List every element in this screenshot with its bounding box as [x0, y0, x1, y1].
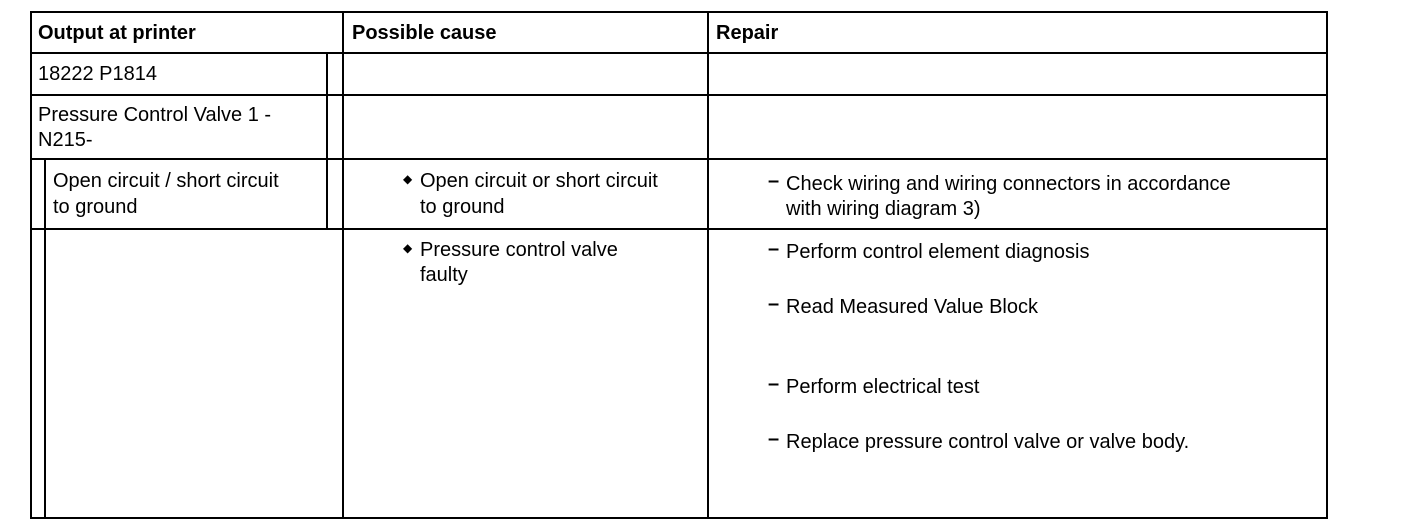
repair-1-line-2: with wiring diagram 3): [786, 198, 981, 220]
fault-line-1: Open circuit / short circuit: [53, 170, 279, 192]
dash-icon: –: [768, 238, 780, 260]
row-separator-1: [30, 94, 1328, 96]
header-output: Output at printer: [38, 22, 196, 44]
cause-1-line-2: to ground: [420, 196, 505, 218]
dash-icon: –: [768, 293, 780, 315]
fault-code: 18222 P1814: [38, 63, 158, 85]
row-separator-2: [30, 158, 1328, 160]
component-line-2: N215-: [38, 129, 93, 151]
header-repair: Repair: [716, 22, 779, 44]
indent-divider: [44, 160, 46, 519]
repair-1-line-1: Check wiring and wiring connectors in accordance: [786, 173, 1231, 195]
dash-icon: –: [768, 373, 780, 395]
repair-4: Perform electrical test: [786, 376, 980, 398]
repair-5: Replace pressure control valve or valve body.: [786, 431, 1190, 453]
column-divider-cause: [342, 11, 344, 519]
fault-line-2: to ground: [53, 196, 138, 218]
cause-2-line-2: faulty: [420, 264, 468, 286]
row-separator-3: [30, 228, 1328, 230]
cause-2-line-1: Pressure control valve: [420, 239, 618, 261]
header-separator: [30, 52, 1328, 54]
header-cause: Possible cause: [352, 22, 497, 44]
component-line-1: Pressure Control Valve 1 -: [38, 104, 272, 126]
repair-3: Read Measured Value Block: [786, 296, 1038, 318]
cause-1-line-1: Open circuit or short circuit: [420, 170, 658, 192]
bullet-icon: ◆: [403, 241, 413, 255]
column-divider-repair: [707, 11, 709, 519]
dash-icon: –: [768, 428, 780, 450]
bullet-icon: ◆: [403, 172, 413, 186]
repair-2: Perform control element diagnosis: [786, 241, 1090, 263]
inner-divider-output: [326, 54, 328, 229]
dash-icon: –: [768, 170, 780, 192]
